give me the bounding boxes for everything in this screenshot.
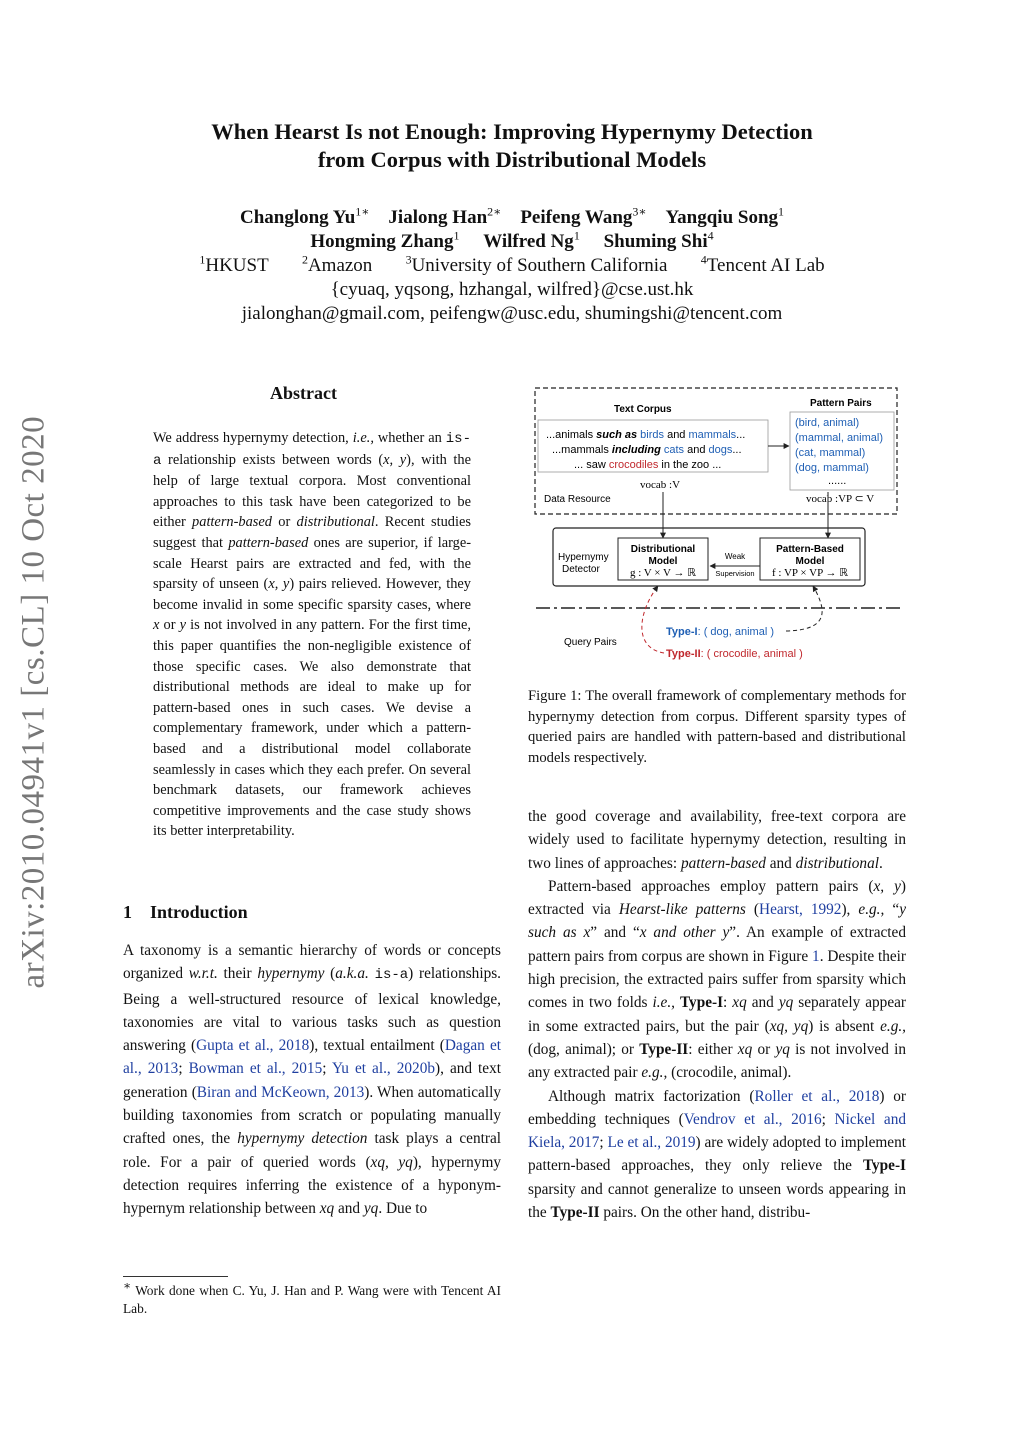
pattern-pairs-label: Pattern Pairs	[810, 398, 872, 409]
figure-ref-link[interactable]: 1	[812, 947, 820, 965]
pb-formula: f : VP × VP → ℝ	[771, 567, 849, 579]
footnote-rule	[123, 1276, 228, 1277]
aff-mark: 3	[405, 252, 412, 267]
pb-model-label-1: Pattern-Based	[776, 544, 844, 555]
affiliation: University of Southern California	[411, 255, 668, 276]
citation-link[interactable]: Gupta et al., 2018	[196, 1037, 310, 1055]
author-line-1	[0, 206, 1024, 230]
footnote: ∗ Work done when C. Yu, J. Han and P. Wang were with Tencent AI Lab.	[123, 1278, 501, 1316]
affiliation: Tencent AI Lab	[706, 255, 825, 276]
dist-formula: g : V × V → ℝ	[629, 567, 697, 579]
type-1-pair: Type-I: ( dog, animal )	[666, 626, 774, 638]
vocab-v: vocab :V	[640, 479, 681, 491]
citation-link[interactable]: Le et al., 2019	[607, 1134, 696, 1152]
author-mark: 3∗	[632, 204, 647, 219]
citation-link[interactable]: Nickel and Kiela, 2017	[528, 1110, 906, 1152]
pair-1: (bird, animal)	[795, 417, 860, 429]
pair-ellipsis: ......	[828, 475, 847, 487]
author-name: Peifeng Wang	[520, 207, 633, 228]
type-2-pair: Type-II: ( crocodile, animal )	[666, 648, 803, 660]
pair-2: (mammal, animal)	[795, 432, 884, 444]
citation-link[interactable]: Hearst, 1992	[759, 901, 842, 919]
aff-mark: 2	[301, 252, 308, 267]
citation-link[interactable]: Biran and McKeown, 2013	[196, 1083, 365, 1101]
vocab-vp: vocab :VP ⊂ V	[806, 493, 875, 505]
corpus-line-1: ...animals such as birds and mammals...	[546, 429, 746, 441]
arxiv-stamp: arXiv:2010.04941v1 [cs.CL] 10 Oct 2020	[15, 415, 52, 989]
intro-paragraph: A taxonomy is a semantic hierarchy of words or concepts organized w.r.t. their hypernymy (a.k.a. is-a) relationships. Being a well-structured resource of lexical knowledge, taxonomies are vital to various tasks such as question answering (Gupta et al., 2018), textual entailment (Dagan et al., 2013; Bowman et al., 2015; Yu et al., 2020b), and text generation (Biran and McKeown, 2013). When automatically building taxonomies from scratch or populating manually crafted ones, the hypernymy detection task plays a central role. For a pair of queried words (xq, yq), hypernymy detection requires inferring the existence of a hyponym-hypernym relationship between xq and yq. Due to	[123, 942, 501, 1218]
text-corpus-label: Text Corpus	[614, 404, 672, 415]
author-mark: 1∗	[355, 204, 370, 219]
affiliation: Amazon	[307, 255, 373, 276]
detector-label-1: Hypernymy	[558, 552, 609, 563]
type-2-arrow	[642, 586, 664, 653]
citation-link[interactable]: Yu et al., 2020b	[331, 1060, 435, 1078]
aff-mark: 1	[199, 252, 206, 267]
section-heading-introduction: 1 Introduction	[123, 902, 248, 922]
right-paragraph-2: Pattern-based approaches employ pattern pairs (x, y) extracted via Hearst-like patterns (Hearst, 1992), e.g., “y such as x” and “x and other y”. An example of extracted pattern pairs from corpus are shown in Figure 1. Despite their high precision, the extracted pairs suffer from sparsity which comes in two folds i.e., Type-I: xq and yq separately appear in some extracted pairs, but the pair (xq, yq) is absent e.g., (dog, animal); or Type-II: either xq or yq is not involved in any extracted pair e.g., (crocodile, animal).	[528, 877, 907, 1082]
author-mark: 1	[573, 228, 580, 243]
title-line-2: from Corpus with Distributional Models	[317, 147, 707, 172]
corpus-line-3: ... saw crocodiles in the zoo ...	[574, 459, 722, 471]
citation-link[interactable]: Vendrov et al., 2016	[683, 1110, 822, 1128]
supervision-label: Supervision	[715, 569, 755, 578]
author-name: Jialong Han	[388, 207, 488, 228]
title-line-1: When Hearst Is not Enough: Improving Hypernymy Detection	[211, 119, 813, 144]
abstract-heading: Abstract	[270, 383, 337, 403]
pb-model-label-2: Model	[795, 556, 825, 567]
corpus-line-2: ...mammals including cats and dogs...	[552, 444, 742, 456]
author-name: Yangqiu Song	[665, 207, 779, 228]
right-column-body	[528, 805, 906, 1224]
query-pairs-label: Query Pairs	[564, 637, 617, 648]
affiliations	[0, 254, 1024, 278]
author-line-2	[0, 230, 1024, 254]
author-name: Changlong Yu	[239, 207, 356, 228]
author-mark: 4	[707, 228, 714, 243]
figure-1-framework	[528, 380, 908, 670]
author-mark: 1	[453, 228, 460, 243]
pair-3: (cat, mammal)	[795, 447, 866, 459]
figure-1-caption: Figure 1: The overall framework of complementary methods for hypernymy detection from corpus. Different sparsity types of queried pairs are handled with pattern-based and distributional models respectively.	[528, 688, 906, 766]
data-resource-label: Data Resource	[544, 494, 611, 505]
paper-title	[0, 118, 1024, 174]
dist-model-label-1: Distributional	[630, 544, 696, 555]
right-paragraph-1: the good coverage and availability, free-text corpora are widely used to facilitate hypernymy detection, resulting in two lines of approaches: pattern-based and distributional.	[528, 808, 906, 872]
dist-model-label-2: Model	[648, 556, 678, 567]
right-paragraph-3: Although matrix factorization (Roller et al., 2018) or embedding techniques (Vendrov et al., 2016; Nickel and Kiela, 2017; Le et al., 2019) are widely adopted to implement pattern-based approaches, they only relieve the Type-I sparsity and cannot generalize to unseen words appearing in the Type-II pairs. On the other hand, distribu-	[528, 1087, 907, 1222]
author-mark: 1	[778, 204, 785, 219]
author-mark: 2∗	[487, 204, 502, 219]
email-line-2: jialonghan@gmail.com, peifengw@usc.edu, shumingshi@tencent.com	[241, 303, 783, 324]
weak-label: Weak	[724, 552, 746, 561]
abstract-body: We address hypernymy detection, i.e., whether an is-a relationship exists between words (x, y), with the help of large textual corpora. Most conventional approaches to this task have been categorized to be either pattern-based or distributional. Recent studies suggest that pattern-based ones are superior, if large-scale Hearst pairs are extracted and fed, with the sparsity of unseen (x, y) pairs relieved. However, they become invalid in some specific sparsity cases, where x or y is not involved in any pattern. For the first time, this paper quantifies the non-negligible existence of those specific cases. We also demonstrate that distributional methods are ideal to make up for pattern-based ones in such cases. We devise a complementary framework, under which a pattern-based and a distributional model collaborate seamlessly in cases which they each prefer. On several benchmark datasets, our framework achieves competitive improvements and the case study shows its better interpretability.	[153, 430, 471, 840]
email-line-1: {cyuaq, yqsong, hzhangal, wilfred}@cse.ust.hk	[330, 279, 694, 300]
affiliation: HKUST	[205, 255, 269, 276]
author-name: Hongming Zhang	[310, 231, 454, 252]
aff-mark: 4	[700, 252, 707, 267]
citation-link[interactable]: Roller et al., 2018	[754, 1087, 880, 1105]
author-name: Shuming Shi	[603, 231, 708, 252]
pair-4: (dog, mammal)	[795, 462, 869, 474]
detector-label-2: Detector	[562, 564, 600, 575]
author-name: Wilfred Ng	[483, 231, 574, 252]
citation-link[interactable]: Dagan et al., 2013	[123, 1037, 501, 1078]
citation-link[interactable]: Bowman et al., 2015	[188, 1060, 323, 1078]
